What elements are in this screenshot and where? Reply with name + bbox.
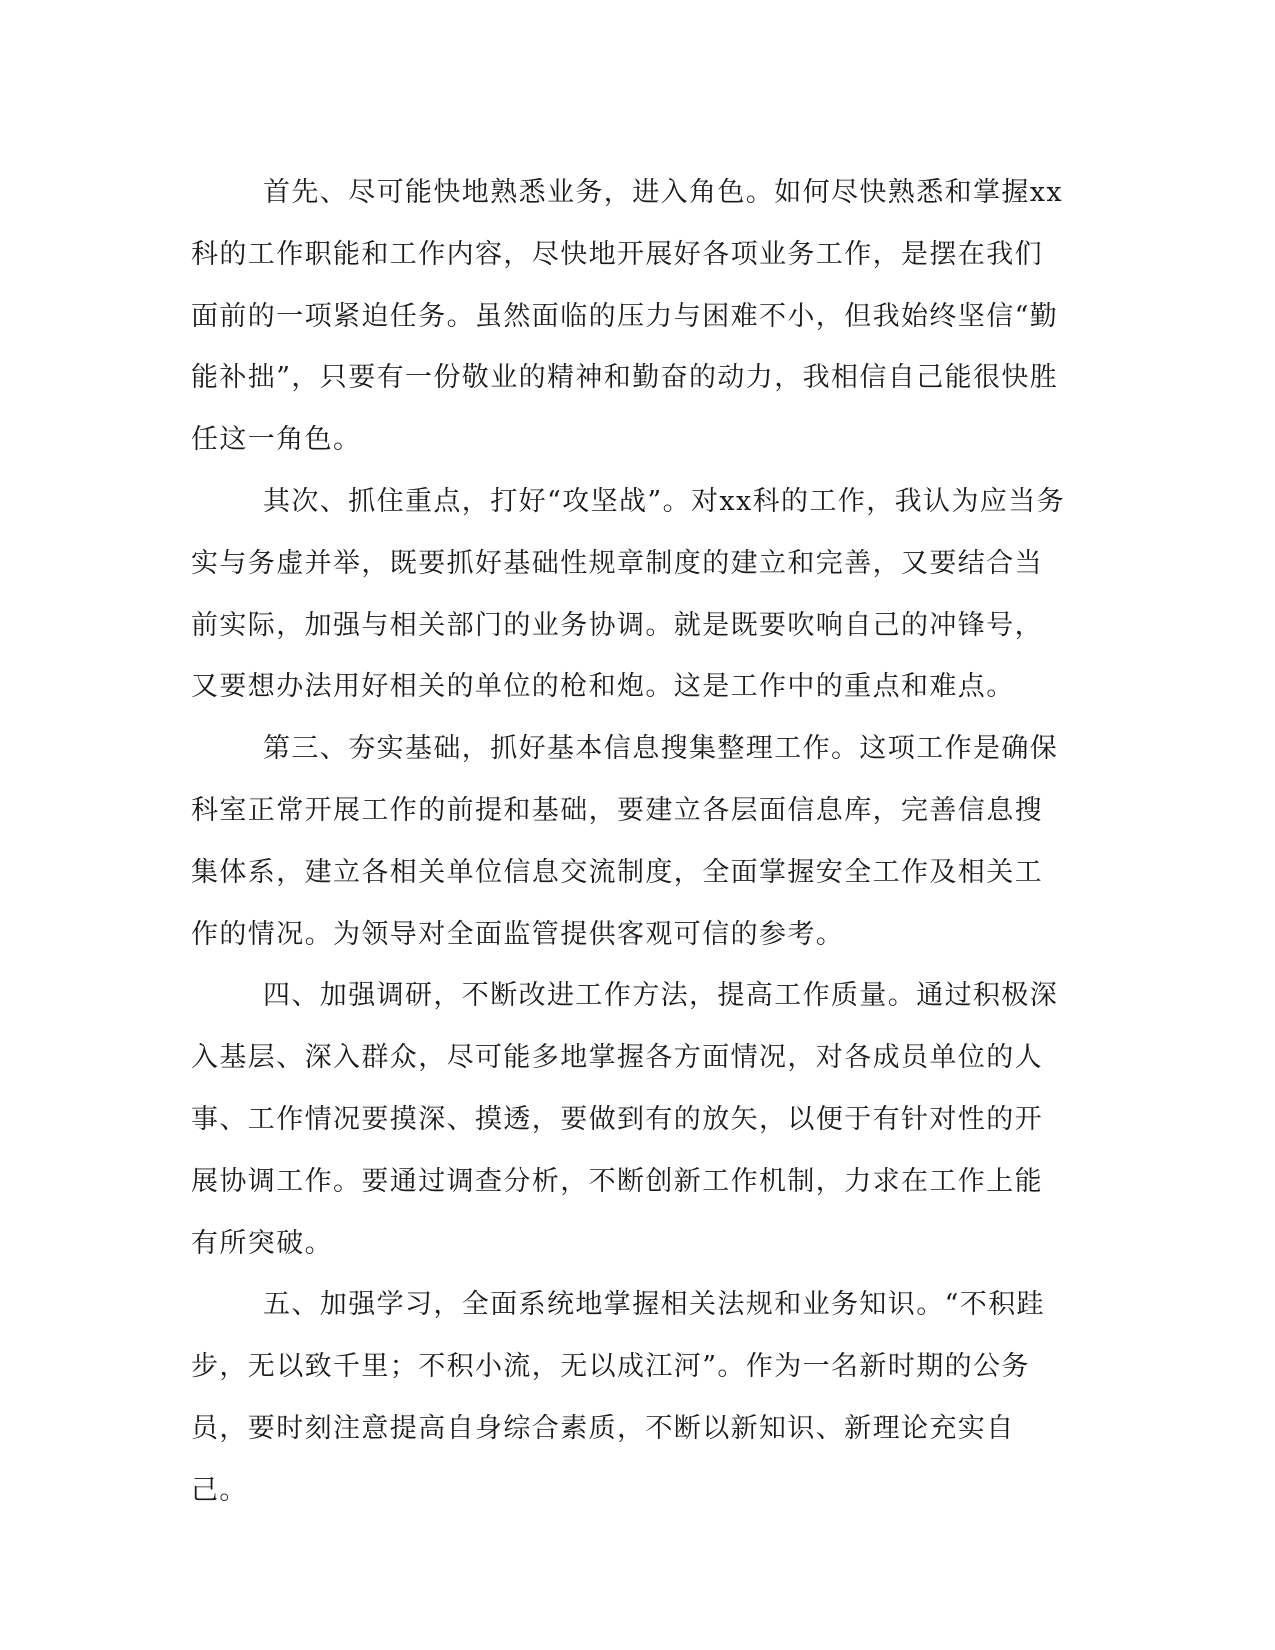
paragraph-grasp-key-points: 其次、抓住重点，打好“攻坚战”。对xx科的工作，我认为应当务实与务虚并举，既要抓好基础性规章制度的建立和完善，又要结合当前实际，加强与相关部门的业务协调。就是既要吹响自己的冲锋号，又要想办法用好相关的单位的枪和炮。这是工作中的重点和难点。 <box>191 485 1066 703</box>
paragraph-solid-foundation: 第三、夯实基础，抓好基本信息搜集整理工作。这项工作是确保科室正常开展工作的前提和基础，要建立各层面信息库，完善信息搜集体系，建立各相关单位信息交流制度，全面掌握安全工作及相关工作的情况。为领导对全面监管提供客观可信的参考。 <box>191 733 1059 950</box>
paragraph-familiarize-business: 首先、尽可能快地熟悉业务，进入角色。如何尽快熟悉和掌握xx科的工作职能和工作内容，尽快地开展好各项业务工作，是摆在我们面前的一项紧迫任务。虽然面临的压力与困难不小，但我始终坚信“勤能补拙”，只要有一份敬业的精神和勤奋的动力，我相信自己能很快胜任这一角色。 <box>191 177 1064 456</box>
paragraph-strengthen-research: 四、加强调研，不断改进工作方法，提高工作质量。通过积极深入基层、深入群众，尽可能多地掌握各方面情况，对各成员单位的人事、工作情况要摸深、摸透，要做到有的放矢，以便于有针对性的开展协调工作。要通过调查分析，不断创新工作机制，力求在工作上能有所突破。 <box>191 980 1059 1259</box>
document-body <box>191 162 1071 1522</box>
paragraph-strengthen-learning: 五、加强学习，全面系统地掌握相关法规和业务知识。“不积跬步，无以致千里；不积小流，无以成江河”。作为一名新时期的公务员，要时刻注意提高自身综合素质，不断以新知识、新理论充实自己。 <box>191 1289 1046 1506</box>
